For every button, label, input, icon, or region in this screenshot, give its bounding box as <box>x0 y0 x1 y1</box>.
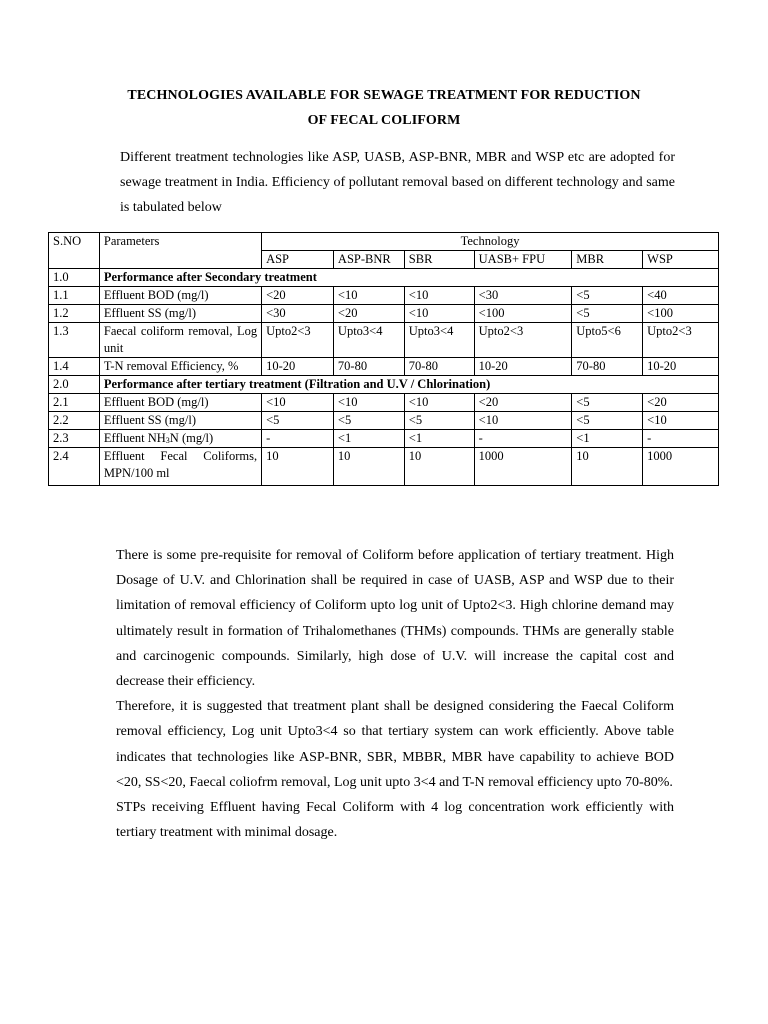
paragraph-recommendation: Therefore, it is suggested that treatment plant shall be designed considering the Faecal Coliform removal efficiency, Log unit Upto3<4 so that tertiary system can work efficiently. Above table indicates that technologies like ASP-BNR, SBR, MBBR, MBR have capability to achieve BOD <20, SS<20, Faecal coliofrm removal, Log unit upto 3<4 and T-N removal efficiency upto 70-80%. <box>116 699 674 790</box>
cell-wsp: 1000 <box>643 448 719 486</box>
document-title-line-1: TECHNOLOGIES AVAILABLE FOR SEWAGE TREATMENT FOR REDUCTION <box>127 88 641 103</box>
table-row <box>49 305 719 323</box>
row-sno: 1.2 <box>49 305 100 323</box>
cell-asp-bnr: 10 <box>333 448 404 486</box>
param-subscript: 3 <box>165 436 170 445</box>
section-row-secondary <box>49 269 719 287</box>
cell-wsp: 10-20 <box>643 358 719 376</box>
cell-sbr: 70-80 <box>404 358 474 376</box>
cell-uasb-fpu: <100 <box>474 305 572 323</box>
cell-asp-bnr: <20 <box>333 305 404 323</box>
cell-asp-bnr: 70-80 <box>333 358 404 376</box>
table-row <box>49 287 719 305</box>
technology-comparison-table <box>48 232 719 486</box>
tech-mbr: MBR <box>572 251 643 269</box>
cell-uasb-fpu: <20 <box>474 394 572 412</box>
table-row <box>49 448 719 486</box>
cell-uasb-fpu: 1000 <box>474 448 572 486</box>
cell-asp-bnr: <10 <box>333 287 404 305</box>
row-parameter <box>99 430 261 448</box>
table-row <box>49 394 719 412</box>
parameters-header: Parameters <box>99 233 261 269</box>
cell-wsp: Upto2<3 <box>643 323 719 358</box>
row-sno: 1.4 <box>49 358 100 376</box>
cell-wsp: <20 <box>643 394 719 412</box>
cell-asp: 10 <box>262 448 334 486</box>
cell-mbr: Upto5<6 <box>572 323 643 358</box>
cell-sbr: <10 <box>404 394 474 412</box>
discussion-text <box>116 543 674 845</box>
cell-asp-bnr: Upto3<4 <box>333 323 404 358</box>
tech-asp-bnr: ASP-BNR <box>333 251 404 269</box>
table-row <box>49 412 719 430</box>
cell-sbr: <5 <box>404 412 474 430</box>
cell-mbr: <5 <box>572 394 643 412</box>
paragraph-conclusion: STPs receiving Effluent having Fecal Coliform with 4 log concentration work efficiently with tertiary treatment with minimal dosage. <box>116 800 674 841</box>
cell-sbr: 10 <box>404 448 474 486</box>
tech-wsp: WSP <box>643 251 719 269</box>
tech-uasb-fpu: UASB+ FPU <box>474 251 572 269</box>
paragraph-prerequisite: There is some pre-requisite for removal of Coliform before application of tertiary treatment. High Dosage of U.V. and Chlorination shall be required in case of UASB, ASP and WSP due to their limitation of removal efficiency of Coliform upto log unit of Upto2<3. High chlorine demand may ultimately result in formation of Trihalomethanes (THMs) compounds. THMs are generally stable and carcinogenic compounds. Similarly, high dose of U.V. will increase the capital cost and decrease their efficiency. <box>116 548 674 690</box>
row-sno: 2.3 <box>49 430 100 448</box>
cell-asp-bnr: <10 <box>333 394 404 412</box>
table-row <box>49 430 719 448</box>
row-parameter: T-N removal Efficiency, % <box>99 358 261 376</box>
row-parameter: Effluent BOD (mg/l) <box>99 287 261 305</box>
cell-mbr: <1 <box>572 430 643 448</box>
cell-sbr: <1 <box>404 430 474 448</box>
section-sno: 2.0 <box>49 376 100 394</box>
section-sno: 1.0 <box>49 269 100 287</box>
cell-asp-bnr: <5 <box>333 412 404 430</box>
row-sno: 2.2 <box>49 412 100 430</box>
param-text-pre: Effluent NH <box>103 431 166 445</box>
cell-asp-bnr: <1 <box>333 430 404 448</box>
tech-asp: ASP <box>262 251 334 269</box>
table-header-row <box>49 233 719 251</box>
intro-paragraph: Different treatment technologies like ASP, UASB, ASP-BNR, MBR and WSP etc are adopted for sewage treatment in India. Efficiency of pollutant removal based on different technology and same is tabulated below <box>120 150 675 215</box>
cell-mbr: 10 <box>572 448 643 486</box>
cell-wsp: <100 <box>643 305 719 323</box>
row-parameter: Faecal coliform removal, Log unit <box>99 323 261 358</box>
cell-asp: - <box>262 430 334 448</box>
row-sno: 2.4 <box>49 448 100 486</box>
cell-asp: Upto2<3 <box>262 323 334 358</box>
document-title-line-2: OF FECAL COLIFORM <box>307 113 461 128</box>
row-parameter: Effluent SS (mg/l) <box>99 412 261 430</box>
row-sno: 2.1 <box>49 394 100 412</box>
cell-uasb-fpu: Upto2<3 <box>474 323 572 358</box>
row-parameter: Effluent BOD (mg/l) <box>99 394 261 412</box>
cell-sbr: <10 <box>404 287 474 305</box>
cell-mbr: 70-80 <box>572 358 643 376</box>
cell-uasb-fpu: - <box>474 430 572 448</box>
row-sno: 1.3 <box>49 323 100 358</box>
cell-asp: <10 <box>262 394 334 412</box>
row-parameter: Effluent Fecal Coliforms, MPN/100 ml <box>99 448 261 486</box>
cell-mbr: <5 <box>572 412 643 430</box>
cell-wsp: - <box>643 430 719 448</box>
param-text-post: N (mg/l) <box>169 431 214 445</box>
cell-uasb-fpu: <30 <box>474 287 572 305</box>
sno-header: S.NO <box>49 233 100 269</box>
cell-asp: <20 <box>262 287 334 305</box>
tech-sbr: SBR <box>404 251 474 269</box>
table-row <box>49 323 719 358</box>
cell-wsp: <40 <box>643 287 719 305</box>
cell-sbr: Upto3<4 <box>404 323 474 358</box>
cell-asp: 10-20 <box>262 358 334 376</box>
cell-asp: <5 <box>262 412 334 430</box>
row-sno: 1.1 <box>49 287 100 305</box>
cell-wsp: <10 <box>643 412 719 430</box>
row-parameter: Effluent SS (mg/l) <box>99 305 261 323</box>
cell-uasb-fpu: <10 <box>474 412 572 430</box>
section-title: Performance after Secondary treatment <box>99 269 718 287</box>
cell-uasb-fpu: 10-20 <box>474 358 572 376</box>
technology-header: Technology <box>262 233 719 251</box>
cell-sbr: <10 <box>404 305 474 323</box>
cell-mbr: <5 <box>572 305 643 323</box>
section-row-tertiary <box>49 376 719 394</box>
table-row <box>49 358 719 376</box>
cell-mbr: <5 <box>572 287 643 305</box>
cell-asp: <30 <box>262 305 334 323</box>
section-title: Performance after tertiary treatment (Filtration and U.V / Chlorination) <box>99 376 718 394</box>
